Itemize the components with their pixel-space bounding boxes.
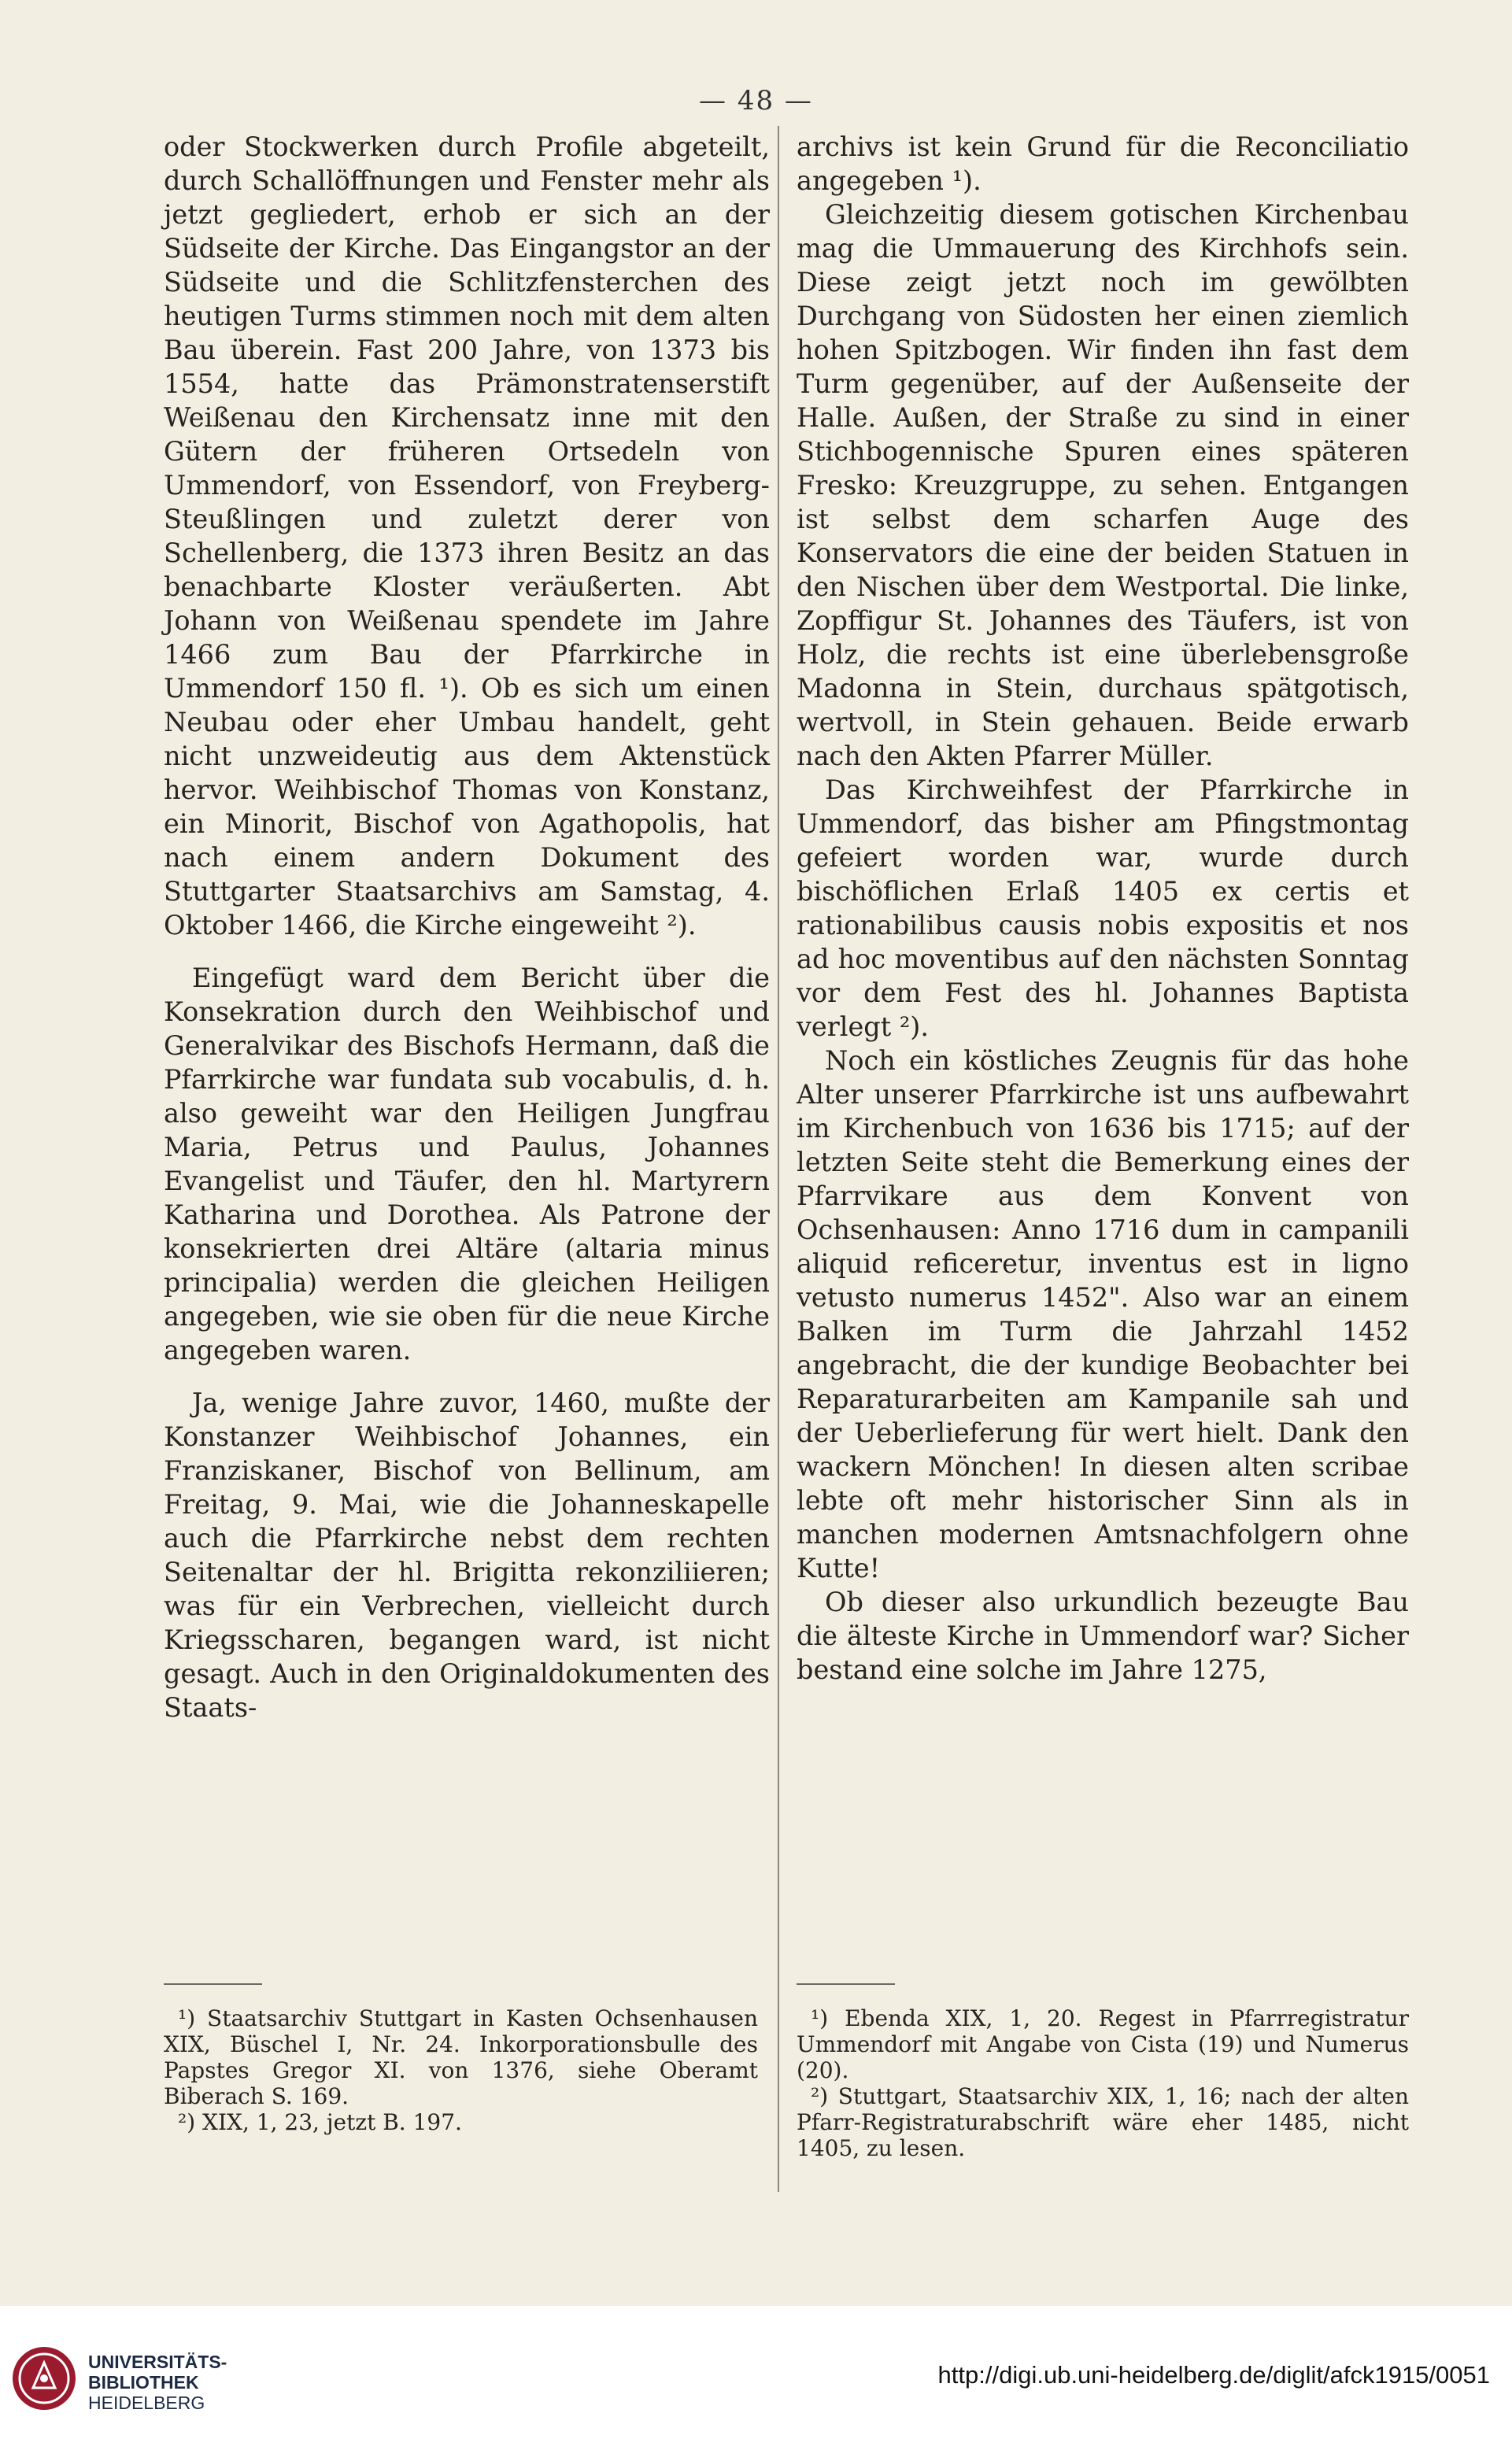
footnote-rule [164,1983,262,1985]
university-seal-icon [9,2344,79,2413]
institution-name: UNIVERSITÄTS- BIBLIOTHEK HEIDELBERG [88,2352,227,2413]
footnote: ²) Stuttgart, Staatsarchiv XIX, 1, 16; nach der alten Pfarr-Registraturabschrift wäre eher 1485, nicht 1405, zu lesen. [797,2083,1409,2161]
footnote: ²) XIX, 1, 23, jetzt B. 197. [178,2109,462,2135]
footnote-rule [797,1983,895,1985]
left-column [164,130,770,1724]
paragraph: Gleichzeitig diesem gotischen Kirchenbau mag die Ummauerung des Kirchhofs sein. Diese zeigt jetzt noch im gewölbten Durchgang von Südosten her einen ziemlich hohen Spitzbogen. Wir finden ihn fast dem Turm gegenüber, auf der Außenseite der Halle. Außen, der Straße zu sind in einer Stichbogennische Spuren eines späteren Fresko: Kreuzgruppe, zu sehen. Entgangen ist selbst dem scharfen Auge des Konservators die eine der beiden Statuen in den Nischen über dem Westportal. Die linke, Zopffigur St. Johannes des Täufers, ist von Holz, die rechts ist eine überlebensgroße Madonna in Stein, durchaus spätgotisch, wertvoll, in Stein gehauen. Beide erwarb nach den Akten Pfarrer Müller. [797,199,1409,771]
footnote: ¹) Staatsarchiv Stuttgart in Kasten Ochsenhausen XIX, Büschel I, Nr. 24. Inkorporationsbulle des Papstes Gregor XI. von 1376, siehe Oberamt Biberach S. 169. [164,2005,758,2109]
footnotes-right [797,2005,1409,2161]
right-column [797,130,1409,1687]
paragraph: Eingefügt ward dem Bericht über die Konsekration durch den Weihbischof und Generalvikar des Bischofs Hermann, daß die Pfarrkirche war fundata sub vocabulis, d. h. also geweiht war den Heiligen Jungfrau Maria, Petrus und Paulus, Johannes Evangelist und Täufer, den hl. Martyrern Katharina und Dorothea. Als Patrone der konsekrierten drei Altäre (altaria minus principalia) werden die gleichen Heiligen angegeben, wie sie oben für die neue Kirche angegeben waren. [164,963,770,1365]
footnotes-left [164,2005,758,2135]
page-number: — 48 — [699,85,813,116]
column-divider [778,126,779,2192]
paragraph: Noch ein köstliches Zeugnis für das hohe Alter unserer Pfarrkirche ist uns aufbewahrt im Kirchenbuch von 1636 bis 1715; auf der letzten Seite steht die Bemerkung eines der Pfarrvikare aus dem Konvent von Ochsenhausen: Anno 1716 dum in campanili aliquid reficeretur, inventus est in ligno vetusto numerus 1452". Also war an einem Balken im Turm die Jahrzahl 1452 angebracht, die der kundige Beobachter bei Reparaturarbeiten am Kampanile sah und der Ueberlieferung für wert hielt. Dank den wackern Mönchen! In diesen alten scribae lebte oft mehr historischer Sinn als in manchen modernen Amtsnachfolgern ohne Kutte! [797,1045,1409,1584]
paragraph: archivs ist kein Grund für die Reconciliatio angegeben ¹). [797,131,1409,196]
paragraph: Das Kirchweihfest der Pfarrkirche in Ummendorf, das bisher am Pfingstmontag gefeiert worden war, wurde durch bischöflichen Erlaß 1405 ex certis et rationabilibus causis nobis expositis et nos ad hoc moventibus auf den nächsten Sonntag vor dem Fest des hl. Johannes Baptista verlegt ²). [797,774,1409,1042]
source-url-link[interactable]: http://digi.ub.uni-heidelberg.de/diglit/afck1915/0051 [937,2361,1490,2389]
paragraph: oder Stockwerken durch Profile abgeteilt, durch Schallöffnungen und Fenster mehr als jetzt gegliedert, erhob er sich an der Südseite der Kirche. Das Eingangstor an der Südseite und die Schlitzfensterchen des heutigen Turms stimmen noch mit dem alten Bau überein. Fast 200 Jahre, von 1373 bis 1554, hatte das Prämonstratenserstift Weißenau den Kirchensatz inne mit den Gütern der früheren Ortsedeln von Ummendorf, von Essendorf, von Freyberg-Steußlingen und zuletzt derer von Schellenberg, die 1373 ihren Besitz an das benachbarte Kloster veräußerten. Abt Johann von Weißenau spendete im Jahre 1466 zum Bau der Pfarrkirche in Ummendorf 150 fl. ¹). Ob es sich um einen Neubau oder eher Umbau handelt, geht nicht unzweideutig aus dem Aktenstück hervor. Weihbischof Thomas von Konstanz, ein Minorit, Bischof von Agathopolis, hat nach einem andern Dokument des Stuttgarter Staatsarchivs am Samstag, 4. Oktober 1466, die Kirche eingeweiht ²). [164,131,770,940]
footer-bar [0,2306,1512,2439]
paragraph: Ja, wenige Jahre zuvor, 1460, mußte der Konstanzer Weihbischof Johannes, ein Franziskaner, Bischof von Bellinum, am Freitag, 9. Mai, wie die Johanneskapelle auch die Pfarrkirche nebst dem rechten Seitenaltar der hl. Brigitta rekonziliieren; was für ein Verbrechen, vielleicht durch Kriegsscharen, begangen ward, ist nicht gesagt. Auch in den Originaldokumenten des Staats- [164,1388,770,1723]
paragraph: Ob dieser also urkundlich bezeugte Bau die älteste Kirche in Ummendorf war? Sicher bestand eine solche im Jahre 1275, [797,1587,1409,1685]
footnote: ¹) Ebenda XIX, 1, 20. Regest in Pfarrregistratur Ummendorf mit Angabe von Cista (19) und Numerus (20). [797,2005,1409,2083]
